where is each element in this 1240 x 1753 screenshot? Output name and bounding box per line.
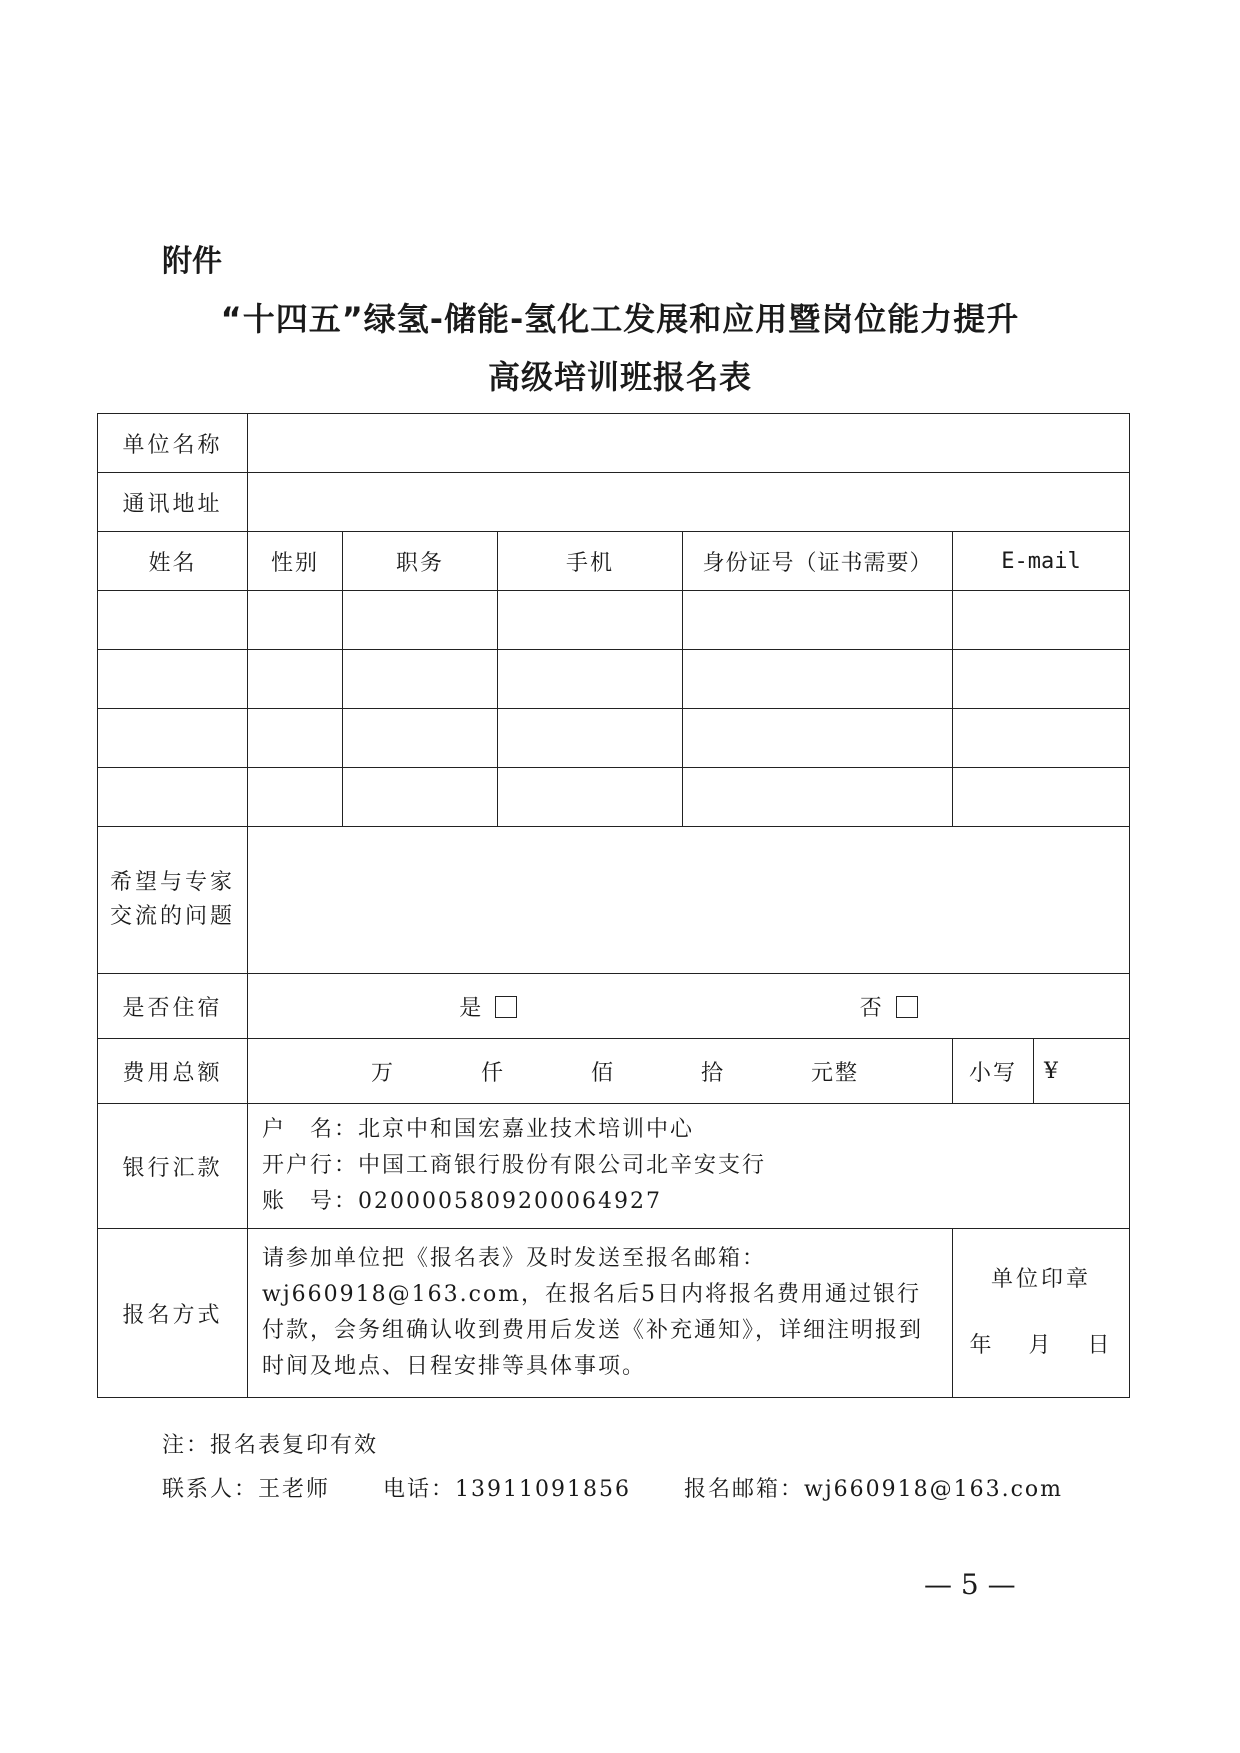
id-cell[interactable] [683,768,953,827]
fee-unit-bai: 佰 [590,1060,615,1086]
name-cell[interactable] [98,650,248,709]
id-cell[interactable] [683,650,953,709]
seal-date-year: 年 [969,1333,995,1358]
table-row [98,709,1130,768]
seal-date-day: 日 [1087,1333,1113,1358]
id-cell[interactable] [683,591,953,650]
lodging-no-label: 否 [859,995,884,1021]
contact-person: 联系人：王老师 [162,1477,331,1502]
contact-line [162,1472,1107,1503]
gender-cell[interactable] [248,768,343,827]
seal-date-month: 月 [1028,1333,1054,1358]
bank-branch: 开户行：中国工商银行股份有限公司北辛安支行 [262,1153,767,1178]
gender-cell[interactable] [248,591,343,650]
questions-field[interactable] [248,827,1130,974]
fee-small-label: 小写 [953,1039,1034,1103]
col-header-email: E-mail [953,532,1130,591]
email-cell[interactable] [953,591,1130,650]
questions-label-line2: 交流的问题 [109,904,235,929]
col-header-name: 姓名 [98,532,248,591]
lodging-yes-label: 是 [459,995,484,1021]
contact-phone: 电话：13911091856 [383,1477,631,1502]
bank-account-name: 户 名：北京中和国宏嘉业技术培训中心 [262,1117,695,1142]
lodging-no-option[interactable] [860,991,918,1022]
fee-unit-shi: 拾 [700,1060,725,1086]
col-header-id-number: 身份证号（证书需要） [683,532,953,591]
address-label: 通讯地址 [98,473,248,532]
lodging-yes-checkbox[interactable] [495,996,517,1018]
fee-unit-qian: 仟 [480,1060,505,1086]
contact-email: 报名邮箱：wj660918@163.com [683,1477,1064,1502]
title-cell[interactable] [343,709,498,768]
title-cell[interactable] [343,591,498,650]
gender-cell[interactable] [248,709,343,768]
lodging-no-checkbox[interactable] [896,996,918,1018]
form-title-line1: “十四五”绿氢-储能-氢化工发展和应用暨岗位能力提升 [220,300,1020,338]
table-row [98,768,1130,827]
fee-unit-wan: 万 [370,1060,395,1086]
col-header-title: 职务 [343,532,498,591]
lodging-options [248,974,1130,1039]
bank-account-number: 账 号：0200005809200064927 [262,1189,662,1214]
col-header-mobile: 手机 [498,532,683,591]
title-cell[interactable] [343,650,498,709]
email-cell[interactable] [953,709,1130,768]
page-number: — 5 — [924,1568,1016,1601]
id-cell[interactable] [683,709,953,768]
email-cell[interactable] [953,768,1130,827]
email-cell[interactable] [953,650,1130,709]
fee-yen-symbol: ¥ [1044,1058,1058,1084]
table-row [98,650,1130,709]
fee-unit-yuan: 元整 [810,1060,859,1086]
lodging-yes-option[interactable] [459,991,517,1022]
registration-form-table [97,413,1130,1398]
mobile-cell[interactable] [498,650,683,709]
register-label: 报名方式 [98,1229,248,1398]
fee-label: 费用总额 [98,1039,248,1104]
lodging-label: 是否住宿 [98,974,248,1039]
form-title-line2: 高级培训班报名表 [487,358,752,396]
bank-label: 银行汇款 [98,1104,248,1229]
address-field[interactable] [248,473,1130,532]
mobile-cell[interactable] [498,768,683,827]
register-instructions [248,1229,953,1398]
questions-label-line1: 希望与专家 [109,870,235,895]
name-cell[interactable] [98,768,248,827]
seal-cell [953,1229,1130,1398]
fee-amount-words-field[interactable] [248,1039,953,1104]
register-text: 请参加单位把《报名表》及时发送至报名邮箱：wj660918@163.com，在报名后5日内将报名费用通过银行付款，会务组确认收到费用后发送《补充通知》，详细注明报到时间及地点、日程安排等具体事项。 [262,1246,924,1379]
title-cell[interactable] [343,768,498,827]
seal-date [953,1313,1129,1379]
mobile-cell[interactable] [498,709,683,768]
fee-small-cell[interactable] [953,1039,1130,1104]
bank-info [248,1104,1130,1229]
org-name-label: 单位名称 [98,414,248,473]
copy-valid-note: 注：报名表复印有效 [162,1433,379,1458]
name-cell[interactable] [98,709,248,768]
seal-label: 单位印章 [991,1267,1092,1292]
org-name-field[interactable] [248,414,1130,473]
col-header-gender: 性别 [248,532,343,591]
gender-cell[interactable] [248,650,343,709]
table-row [98,591,1130,650]
attachment-label: 附件 [162,244,222,279]
mobile-cell[interactable] [498,591,683,650]
name-cell[interactable] [98,591,248,650]
questions-label [98,827,248,974]
